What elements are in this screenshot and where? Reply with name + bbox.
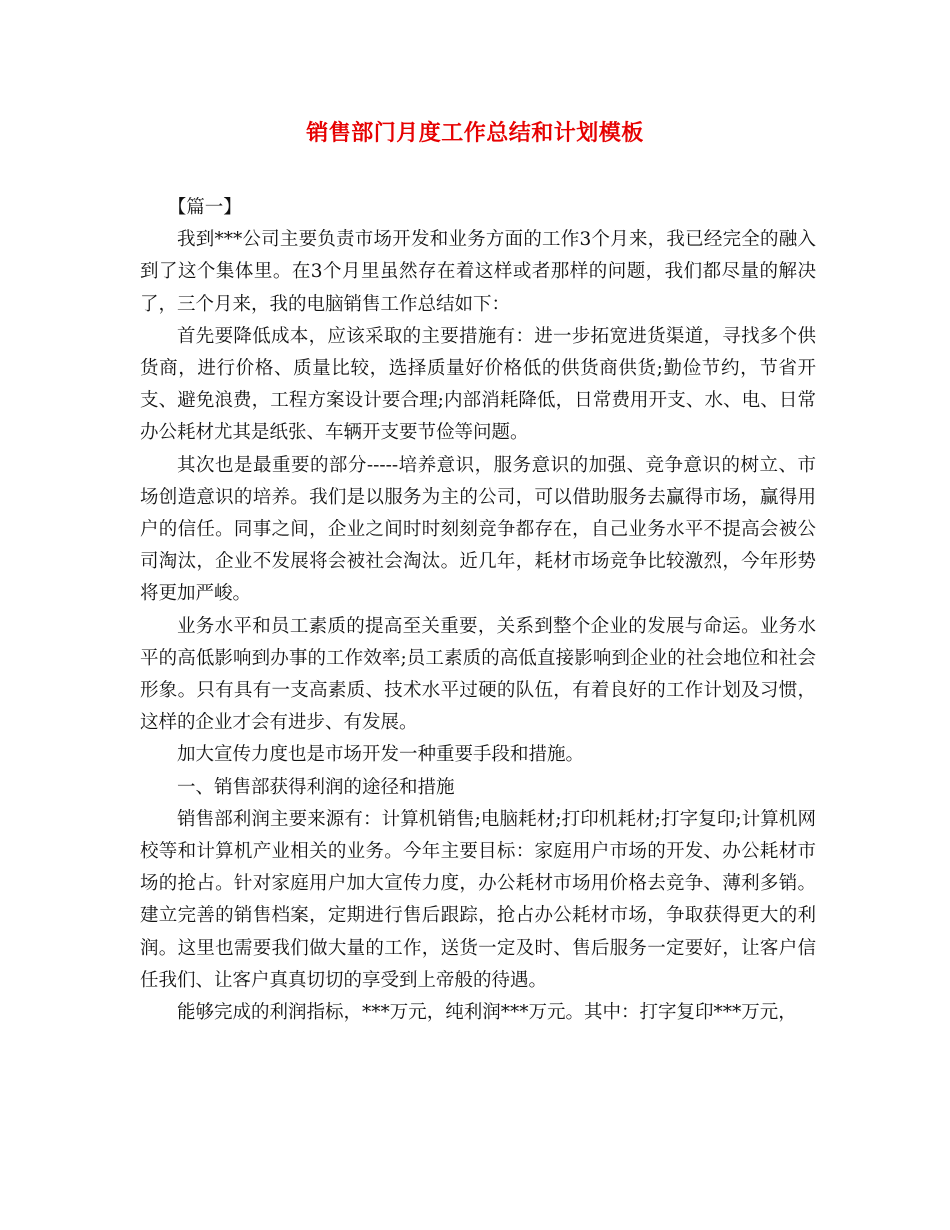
paragraph: 能够完成的利润指标，***万元，纯利润***万元。其中：打字复印***万元， <box>177 1002 797 1024</box>
document-title: 销售部门月度工作总结和计划模板 <box>306 120 644 146</box>
paragraph: 首先要降低成本，应该采取的主要措施有：进一步拓宽进货渠道，寻找多个供货商，进行价格、质量比较，选择质量好价格低的供货商供货;勤俭节约，节省开支、避免浪费，工程方案设计要合理;内部消耗降低，日常费用开支、水、电、日常办公耗材尤其是纸张、车辆开支要节俭等问题。 <box>140 325 816 444</box>
document-body <box>140 192 816 1029</box>
paragraph: 其次也是最重要的部分-----培养意识，服务意识的加强、竞争意识的树立、市场创造意识的培养。我们是以服务为主的公司，可以借助服务去赢得市场，赢得用户的信任。同事之间，企业之间时时刻刻竞争都存在，自己业务水平不提高会被公司淘汰，企业不发展将会被社会淘汰。近几年，耗材市场竞争比较激烈，今年形势将更加严峻。 <box>140 454 816 605</box>
paragraph: 加大宣传力度也是市场开发一种重要手段和措施。 <box>177 744 585 766</box>
paragraph: 销售部利润主要来源有：计算机销售;电脑耗材;打印机耗材;打字复印;计算机网校等和计算机产业相关的业务。今年主要目标：家庭用户市场的开发、办公耗材市场的抢占。针对家庭用户加大宣传力度，办公耗材市场用价格去竞争、薄利多销。建立完善的销售档案，定期进行售后跟踪，抢占办公耗材市场，争取获得更大的利润。这里也需要我们做大量的工作，送货一定及时、售后服务一定要好，让客户信任我们、让客户真真切切的享受到上帝般的待遇。 <box>140 808 816 991</box>
paragraph: 我到***公司主要负责市场开发和业务方面的工作3个月来，我已经完全的融入到了这个集体里。在3个月里虽然存在着这样或者那样的问题，我们都尽量的解决了，三个月来，我的电脑销售工作总结如下： <box>140 229 816 315</box>
paragraph: 业务水平和员工素质的提高至关重要，关系到整个企业的发展与命运。业务水平的高低影响到办事的工作效率;员工素质的高低直接影响到企业的社会地位和社会形象。只有具有一支高素质、技术水平过硬的队伍，有着良好的工作计划及习惯，这样的企业才会有进步、有发展。 <box>140 615 816 734</box>
subsection-heading: 一、销售部获得利润的途径和措施 <box>177 776 455 798</box>
section-heading: 【篇一】 <box>167 197 242 218</box>
